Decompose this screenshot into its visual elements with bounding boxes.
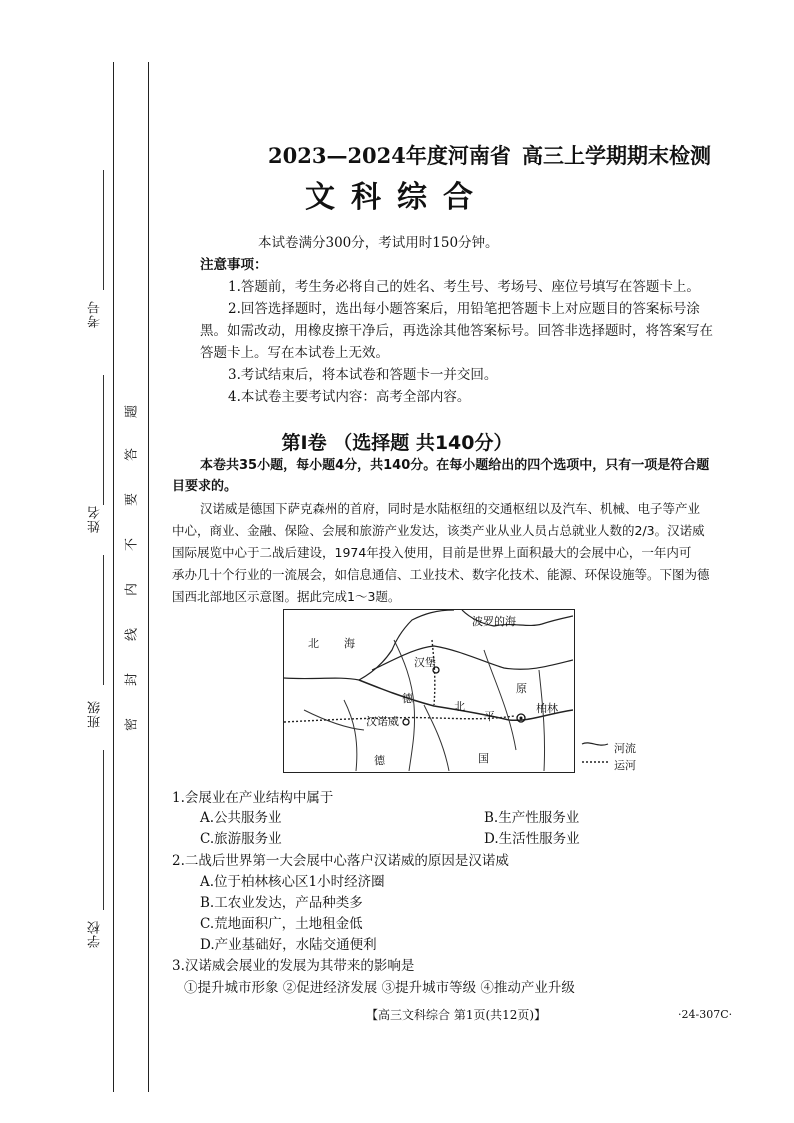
seal-char: 题	[124, 405, 140, 419]
map-label-plain: 原	[516, 682, 527, 695]
map-label-plain: 北	[454, 700, 465, 713]
map-label-hamburg: 汉堡	[414, 656, 436, 669]
river	[344, 700, 357, 771]
question-3-stem: 3.汉诺威会展业的发展为其带来的影响是	[172, 958, 415, 974]
map-label-plain: 德	[402, 692, 413, 705]
passage-line: 国西北部地区示意图。据此完成1～3题。	[172, 589, 401, 604]
seal-char: 线	[124, 628, 140, 642]
notice-item: 2.回答选择题时，选出每小题答案后，用铅笔把答题卡上对应题目的答案标号涂	[228, 301, 700, 317]
passage-line: 汉诺威是德国下萨克森州的首府，同时是水陆枢纽的交通枢纽以及汽车、机械、电子等产业	[200, 501, 701, 516]
class-label: 班级	[88, 700, 103, 728]
river	[424, 705, 449, 771]
section-title: 第Ⅰ卷 （选择题 共140分）	[281, 432, 513, 454]
school-blank	[103, 750, 104, 910]
question-1-option-d[interactable]: D.生活性服务业	[484, 831, 580, 847]
seal-char: 密	[124, 718, 140, 732]
notice-item: 1.答题前，考生务必将自己的姓名、考生号、考场号、座位号填写在答题卡上。	[228, 279, 700, 295]
exam-no-label: 考号	[88, 300, 103, 328]
map-label-north: 北	[308, 637, 319, 650]
passage-line: 中心，商业、金融、保险、会展和旅游产业发达，该类产业从业人员占总就业人数的2/3。汉诺威	[172, 523, 705, 538]
name-label: 姓名	[88, 505, 103, 533]
class-blank	[103, 555, 104, 685]
subject-title: 文科综合	[305, 180, 489, 215]
margin-rule-inner	[148, 62, 149, 1092]
seal-char: 封	[124, 673, 140, 687]
map-drawing	[284, 610, 573, 771]
seal-char: 不	[124, 538, 140, 552]
margin-rule-outer	[113, 62, 114, 1092]
legend-canal: 运河	[614, 759, 636, 772]
seal-char: 内	[124, 583, 140, 597]
city-hannover	[403, 719, 409, 725]
section-instruction: 本卷共35小题，每小题4分，共140分。在每小题给出的四个选项中，只有一项是符合题	[200, 458, 710, 473]
map-label-de: 德	[374, 754, 385, 767]
question-3-statements: ①提升城市形象 ②促进经济发展 ③提升城市等级 ④推动产业升级	[184, 980, 575, 996]
map-label-hannover: 汉诺威	[366, 715, 399, 728]
section-instruction: 目要求的。	[172, 479, 238, 494]
map-label-baltic: 波罗的海	[472, 615, 516, 628]
question-2-option-c[interactable]: C.荒地面积广，土地租金低	[200, 916, 363, 932]
germany-map	[283, 609, 575, 773]
notice-heading: 注意事项：	[200, 257, 268, 273]
notice-item: 3.考试结束后，将本试卷和答题卡一并交回。	[228, 367, 498, 383]
school-label: 学校	[88, 920, 103, 948]
map-label-berlin: 柏林	[536, 702, 558, 715]
legend-river: 河流	[614, 742, 636, 755]
seal-char: 答	[124, 448, 140, 462]
exam-intro: 本试卷满分300分，考试用时150分钟。	[258, 235, 499, 251]
question-1-option-a[interactable]: A.公共服务业	[200, 810, 282, 826]
question-2-stem: 2.二战后世界第一大会展中心落户汉诺威的原因是汉诺威	[172, 853, 509, 869]
notice-item: 黑。如需改动，用橡皮擦干净后，再选涂其他答案标号。回答非选择题时，将答案写在	[200, 323, 713, 339]
notice-item: 答题卡上。写在本试卷上无效。	[200, 345, 389, 361]
river	[539, 670, 545, 771]
question-1-stem: 1.会展业在产业结构中属于	[172, 790, 334, 806]
footer-page-info: 【高三文科综合 第1页(共12页)】	[366, 1008, 547, 1022]
question-1-option-b[interactable]: B.生产性服务业	[484, 810, 580, 826]
exam-name: 高三上学期期末检测	[522, 143, 711, 168]
passage-line: 国际展览中心于二战后建设，1974年投入使用，目前是世界上面积最大的会展中心，一年内可	[172, 545, 692, 560]
footer-code: ·24-307C·	[678, 1008, 733, 1021]
exam-year-province: 2023—2024年度河南省	[268, 143, 511, 168]
map-label-guo: 国	[478, 752, 489, 765]
notice-item: 4.本试卷主要考试内容：高考全部内容。	[228, 389, 471, 405]
question-2-option-b[interactable]: B.工农业发达，产品种类多	[200, 895, 363, 911]
question-2-option-a[interactable]: A.位于柏林核心区1小时经济圈	[200, 874, 385, 890]
map-label-sea: 海	[344, 637, 355, 650]
question-1-option-c[interactable]: C.旅游服务业	[200, 831, 282, 847]
map-label-plain: 平	[484, 710, 495, 723]
question-2-option-d[interactable]: D.产业基础好，水陆交通便利	[200, 937, 377, 953]
seal-char: 要	[124, 493, 140, 507]
passage-line: 承办几十个行业的一流展会，如信息通信、工业技术、数字化技术、能源、环保设施等。下图为德	[172, 567, 710, 582]
city-berlin-center	[520, 717, 523, 720]
river	[484, 650, 516, 750]
